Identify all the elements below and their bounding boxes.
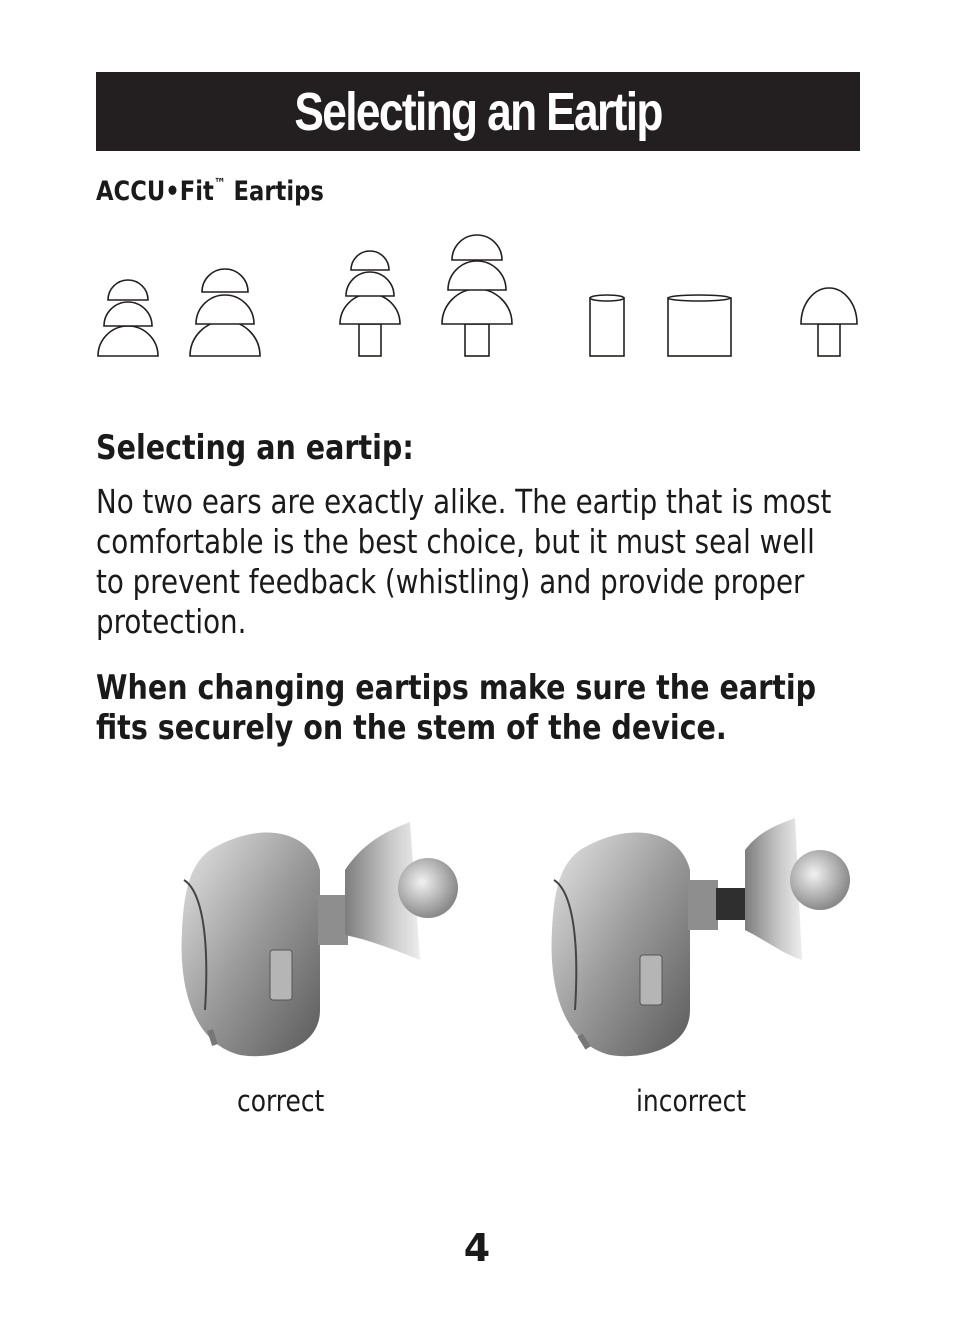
foam-tip-large-icon xyxy=(668,295,731,356)
eartips-label: Eartips xyxy=(233,176,324,207)
flange-tip-double-small-icon xyxy=(98,280,158,356)
section-heading: Selecting an eartip: xyxy=(96,428,414,468)
fit-warning: When changing eartips make sure the eartip fits securely on the stem of the device. xyxy=(96,668,817,748)
page-title: Selecting an Eartip xyxy=(294,81,662,142)
caption-correct: correct xyxy=(237,1084,325,1118)
page-number: 4 xyxy=(463,1226,491,1270)
title-banner xyxy=(96,72,860,151)
eartip-illustrations xyxy=(90,228,870,368)
flange-tip-triple-large-icon xyxy=(442,235,512,356)
mushroom-tip-icon xyxy=(801,288,857,356)
device-incorrect-image xyxy=(540,810,860,1080)
flange-tip-triple-small-icon xyxy=(340,251,400,356)
brand-name: ACCU•Fit xyxy=(96,176,214,207)
instruction-paragraph: No two ears are exactly alike. The eartip that is most comfortable is the best choice, but it must seal well to prevent feedback (whistling) and provide proper protection. xyxy=(96,482,832,641)
foam-tip-small-icon xyxy=(590,295,624,356)
trademark-mark: ™ xyxy=(213,176,226,192)
flange-tip-double-large-icon xyxy=(190,269,260,356)
device-correct-image xyxy=(170,810,490,1080)
caption-incorrect: incorrect xyxy=(636,1084,747,1118)
eartips-subheading xyxy=(96,176,324,207)
